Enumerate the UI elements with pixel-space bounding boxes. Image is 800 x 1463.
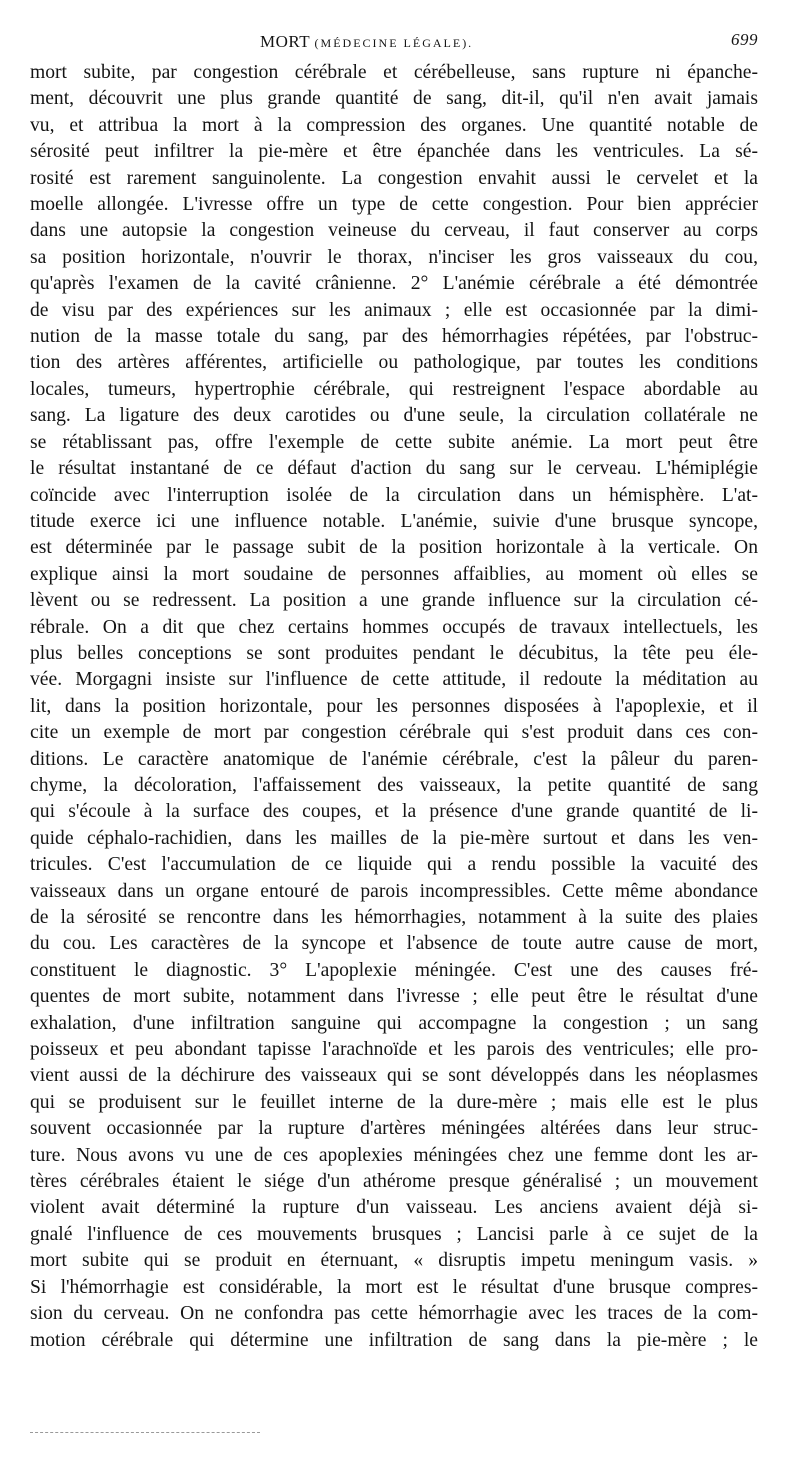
text-line: mort subite, par congestion cérébrale et cérébelleuse, sans rupture ni épanche- xyxy=(30,62,758,83)
text-line: sang. La ligature des deux carotides ou d'une seule, la circulation collatérale ne xyxy=(30,405,758,427)
text-line: moelle allongée. L'ivresse offre un type de cette congestion. Pour bien apprécier xyxy=(30,194,758,216)
text-line: locales, tumeurs, hypertrophie cérébrale, qui restreignent l'espace abordable au xyxy=(30,378,758,400)
text-line: Si l'hémorrhagie est considérable, la mort est le résultat d'une brusque compres- xyxy=(30,1276,758,1298)
text-line: quentes de mort subite, notamment dans l'ivresse ; elle peut être le résultat d'une xyxy=(30,986,758,1008)
text-line: sa position horizontale, n'ouvrir le thorax, n'inciser les gros vaisseaux du cou, xyxy=(30,246,758,268)
text-line: exhalation, d'une infiltration sanguine qui accompagne la congestion ; un sang xyxy=(30,1012,758,1034)
text-line: vaisseaux dans un organe entouré de parois incompressibles. Cette même abondance xyxy=(30,880,758,902)
text-line: vient aussi de la déchirure des vaisseaux qui se sont développés dans les néoplasmes xyxy=(30,1065,758,1087)
text-line: nution de la masse totale du sang, par des hémorrhagies répétées, par l'obstruc- xyxy=(30,326,758,348)
text-line: du cou. Les caractères de la syncope et l'absence de toute autre cause de mort, xyxy=(30,933,758,955)
text-line: qui se produisent sur le feuillet interne de la dure-mère ; mais elle est le plus xyxy=(30,1091,758,1113)
text-line: violent avait déterminé la rupture d'un vaisseau. Les anciens avaient déjà si- xyxy=(30,1197,758,1219)
page-number: 699 xyxy=(731,30,758,49)
text-line: quide céphalo-rachidien, dans les mailles de la pie-mère surtout et dans les ven- xyxy=(30,827,758,849)
text-line: sérosité peut infiltrer la pie-mère et être épanchée dans les ventricules. La sé- xyxy=(30,141,758,163)
text-line: est déterminée par le passage subit de la position horizontale à la verticale. On xyxy=(30,537,758,559)
text-line: tricules. C'est l'accumulation de ce liquide qui a rendu possible la vacuité des xyxy=(30,854,758,876)
text-line: de visu par des expériences sur les animaux ; elle est occasionnée par la dimi- xyxy=(30,299,758,321)
text-line: coïncide avec l'interruption isolée de la circulation dans un hémisphère. L'at- xyxy=(30,484,758,506)
running-title-main: MORT xyxy=(260,32,310,51)
text-line: rosité est rarement sanguinolente. La congestion envahit aussi le cervelet et la xyxy=(30,167,758,189)
text-line: ment, découvrit une plus grande quantité de sang, dit-il, qu'il n'en avait jamais xyxy=(30,88,758,110)
body-text xyxy=(30,60,758,1354)
text-line: rébrale. On a dit que chez certains hommes occupés de travaux intellectuels, les xyxy=(30,616,758,638)
text-line: mort subite qui se produit en éternuant, « disruptis impetu meningum vasis. » xyxy=(30,1250,758,1272)
text-line: cite un exemple de mort par congestion cérébrale qui s'est produit dans ces con- xyxy=(30,722,758,744)
text-line: plus belles conceptions se sont produites pendant le décubitus, la tête peu éle- xyxy=(30,642,758,664)
footer-rule xyxy=(30,1432,260,1433)
text-line: poisseux et peu abondant tapisse l'arachnoïde et les parois des ventricules; elle pro- xyxy=(30,1039,758,1061)
text-line: vu, et attribua la mort à la compression des organes. Une quantité notable de xyxy=(30,114,758,136)
running-title xyxy=(260,32,473,52)
text-line: dans une autopsie la congestion veineuse du cerveau, il faut conserver au corps xyxy=(30,220,758,242)
text-line: titude exerce ici une influence notable. L'anémie, suivie d'une brusque syncope, xyxy=(30,510,758,532)
text-line: qui s'écoule à la surface des coupes, et la présence d'une grande quantité de li- xyxy=(30,801,758,823)
text-line: ture. Nous avons vu une de ces apoplexies méningées chez une femme dont les ar- xyxy=(30,1144,758,1166)
text-line: qu'après l'examen de la cavité crânienne. 2° L'anémie cérébrale a été démontrée xyxy=(30,273,758,295)
text-line: se rétablissant pas, offre l'exemple de cette subite anémie. La mort peut être xyxy=(30,431,758,453)
text-line: le résultat instantané de ce défaut d'action du sang sur le cerveau. L'hémiplégie xyxy=(30,458,758,480)
text-line: constituent le diagnostic. 3° L'apoplexie méningée. C'est une des causes fré- xyxy=(30,959,758,981)
text-line: sion du cerveau. On ne confondra pas cette hémorrhagie avec les traces de la com- xyxy=(30,1303,758,1325)
text-line: ditions. Le caractère anatomique de l'anémie cérébrale, c'est la pâleur du paren- xyxy=(30,748,758,770)
text-line: tères cérébrales étaient le siége d'un athérome presque généralisé ; un mouvement xyxy=(30,1171,758,1193)
text-line: lèvent ou se redressent. La position a une grande influence sur la circulation cé- xyxy=(30,590,758,612)
running-title-sub: (MÉDECINE LÉGALE). xyxy=(314,36,474,50)
text-line: de la sérosité se rencontre dans les hémorrhagies, notamment à la suite des plaies xyxy=(30,907,758,928)
running-head xyxy=(30,28,758,60)
text-line: gnalé l'influence de ces mouvements brusques ; Lancisi parle à ce sujet de la xyxy=(30,1223,758,1245)
text-line: vée. Morgagni insiste sur l'influence de cette attitude, il redoute la méditation au xyxy=(30,669,758,691)
text-line: explique ainsi la mort soudaine de personnes affaiblies, au moment où elles se xyxy=(30,563,758,585)
text-line: souvent occasionnée par la rupture d'artères méningées altérées dans leur struc- xyxy=(30,1118,758,1140)
text-line: motion cérébrale qui détermine une infiltration de sang dans la pie-mère ; le xyxy=(30,1329,758,1351)
text-line: chyme, la décoloration, l'affaissement des vaisseaux, la petite quantité de sang xyxy=(30,774,758,796)
text-line: lit, dans la position horizontale, pour les personnes disposées à l'apoplexie, et il xyxy=(30,695,758,717)
text-line: tion des artères afférentes, artificielle ou pathologique, par toutes les conditions xyxy=(30,352,758,374)
